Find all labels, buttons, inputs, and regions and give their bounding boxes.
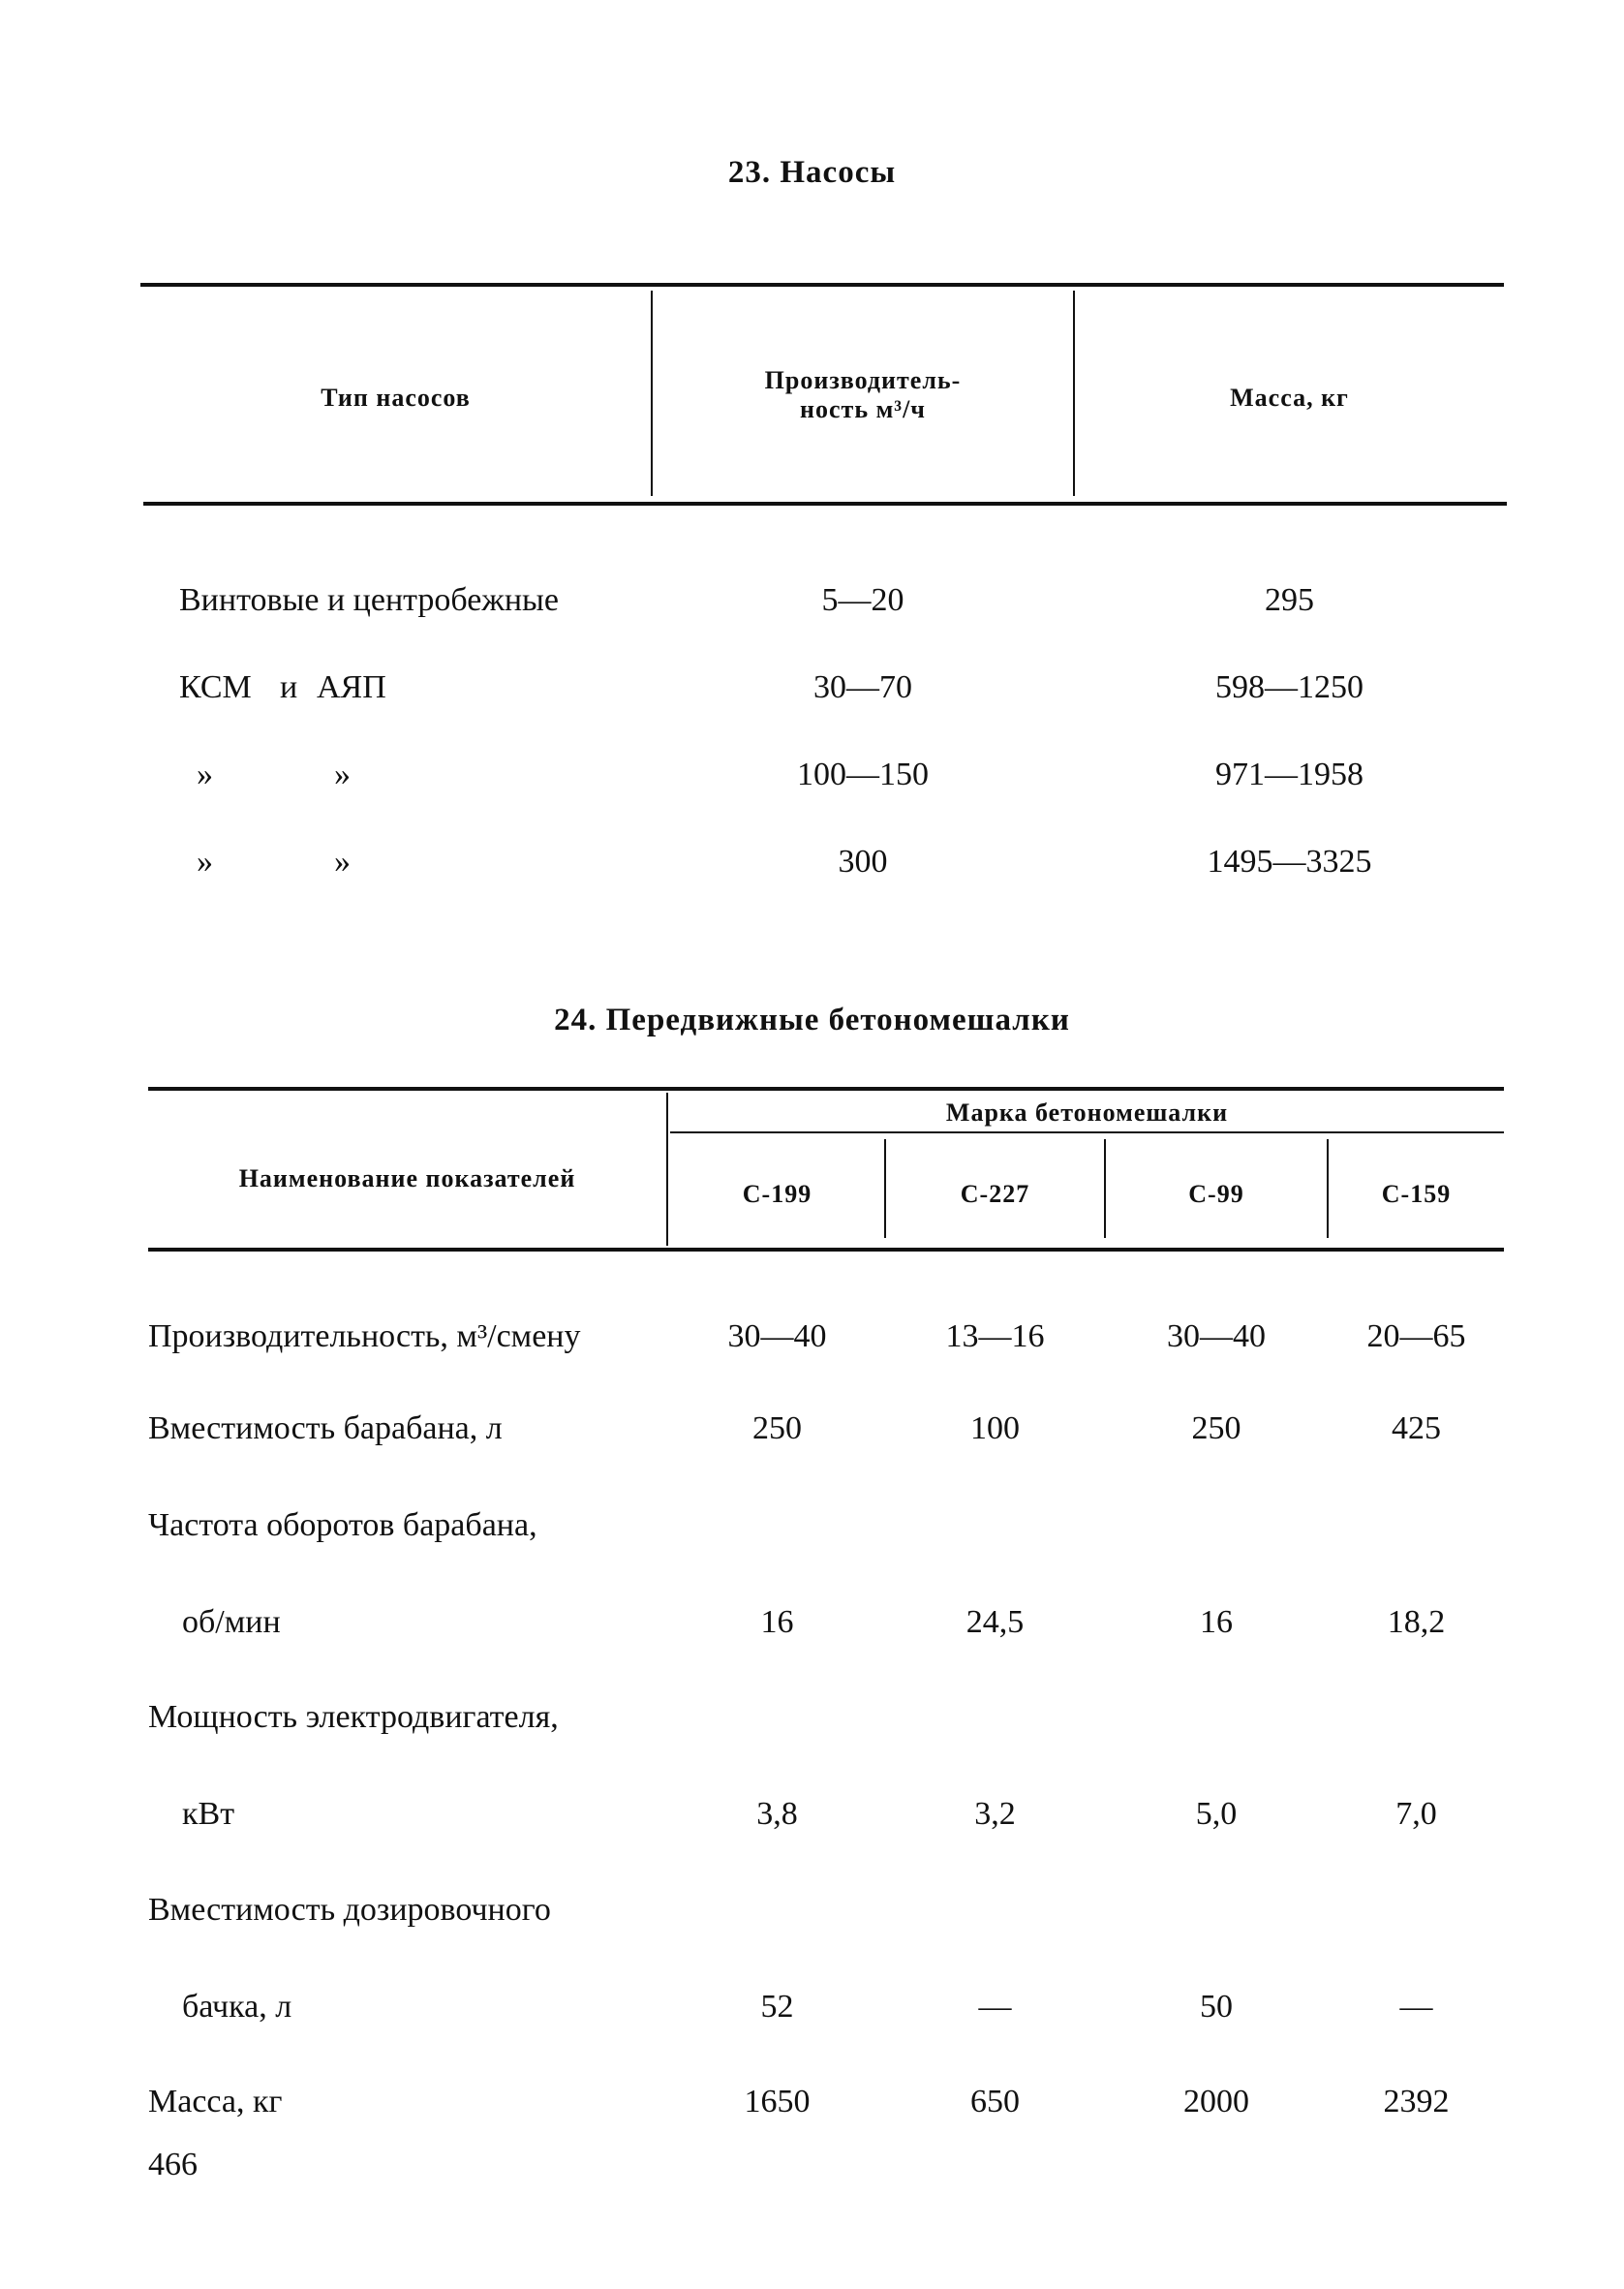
table23-row3-ditto-b: »: [334, 757, 351, 792]
page-number: 466: [148, 2147, 198, 2182]
table24-row5-c99: 50: [1200, 1989, 1233, 2025]
table24-row2-c99: 250: [1191, 1410, 1241, 1446]
table24-brand-rule: [670, 1131, 1504, 1133]
table24-row1-c99: 30—40: [1167, 1318, 1266, 1354]
table24-row5-label: Вместимость дозировочного: [148, 1892, 551, 1928]
header-capacity-line1: Производитель-: [764, 366, 962, 394]
table24-row3-c99: 16: [1200, 1604, 1233, 1640]
header-brand-c227: С-227: [960, 1180, 1030, 1208]
table24-row4-c227: 3,2: [974, 1796, 1016, 1832]
table23-row3-mass: 971—1958: [1215, 757, 1364, 792]
table23-row2-name-b: АЯП: [317, 669, 386, 705]
table24-row6-c99: 2000: [1183, 2084, 1249, 2119]
table24-row3-label2: об/мин: [182, 1604, 281, 1640]
table23-row2-name-a: КСМ: [179, 669, 252, 705]
table24-row1-c227: 13—16: [945, 1318, 1045, 1354]
table23-row2-name-and: и: [280, 669, 298, 705]
table24-row5-label2: бачка, л: [182, 1989, 292, 2025]
table23-row1-name: Винтовые и центробежные: [179, 582, 559, 618]
table23-row1-mass: 295: [1265, 582, 1314, 618]
table24-row1-c159: 20—65: [1366, 1318, 1466, 1354]
table23-title: 23. Насосы: [727, 155, 897, 190]
table24-row6-label: Масса, кг: [148, 2084, 283, 2119]
table23-row4-mass: 1495—3325: [1207, 844, 1372, 880]
table23-row4-ditto-a: »: [197, 844, 213, 880]
table24-row6-c199: 1650: [744, 2084, 811, 2119]
table24-row3-label: Частота оборотов барабана,: [148, 1507, 537, 1543]
table24-title: 24. Передвижные бетономешалки: [554, 1003, 1070, 1037]
table24-row1-c199: 30—40: [727, 1318, 827, 1354]
table24-row2-c199: 250: [752, 1410, 802, 1446]
table24-row4-c199: 3,8: [756, 1796, 798, 1832]
table23-row2-mass: 598—1250: [1215, 669, 1364, 705]
header-capacity: [653, 366, 1073, 424]
table24-label-divider: [666, 1093, 668, 1246]
header-pump-type: Тип насосов: [321, 384, 471, 412]
table24-row4-label2: кВт: [182, 1796, 235, 1832]
table23-row1-capacity: 5—20: [821, 582, 904, 618]
header-brand-c99: С-99: [1188, 1180, 1244, 1208]
header-brand-c159: С-159: [1381, 1180, 1452, 1208]
table24-row2-c227: 100: [970, 1410, 1020, 1446]
table23-row3-ditto-a: »: [197, 757, 213, 792]
table24-row4-c99: 5,0: [1195, 1796, 1238, 1832]
table23-row2-capacity: 30—70: [813, 669, 912, 705]
header-indicator: Наименование показателей: [238, 1164, 576, 1192]
table24-row5-c199: 52: [760, 1989, 794, 2025]
table24-row3-c199: 16: [760, 1604, 794, 1640]
header-brand-group: Марка бетономешалки: [945, 1098, 1229, 1127]
table24-row4-c159: 7,0: [1395, 1796, 1437, 1832]
table24-row2-label: Вместимость барабана, л: [148, 1410, 503, 1446]
table24-row5-c227: —: [978, 1989, 1012, 2025]
header-brand-c199: С-199: [742, 1180, 812, 1208]
header-capacity-line2: ность м³/ч: [800, 395, 926, 423]
table23-header-rule: [143, 502, 1507, 506]
table23-row4-capacity: 300: [838, 844, 888, 880]
table23-row4-ditto-b: »: [334, 844, 351, 880]
table23-row3-capacity: 100—150: [797, 757, 929, 792]
table24-row4-label: Мощность электродвигателя,: [148, 1699, 559, 1735]
table24-row3-c227: 24,5: [965, 1604, 1025, 1640]
table24-row5-c159: —: [1399, 1989, 1433, 2025]
table24-header-rule: [148, 1248, 1504, 1252]
table24-row1-label: Производительность, м³/смену: [148, 1318, 581, 1354]
table23-top-rule: [140, 283, 1504, 287]
table24-top-rule: [148, 1087, 1504, 1091]
table24-row6-c227: 650: [970, 2084, 1020, 2119]
table24-row6-c159: 2392: [1383, 2084, 1450, 2119]
table24-row3-c159: 18,2: [1387, 1604, 1446, 1640]
table24-row2-c159: 425: [1392, 1410, 1441, 1446]
header-mass: Масса, кг: [1230, 384, 1349, 412]
